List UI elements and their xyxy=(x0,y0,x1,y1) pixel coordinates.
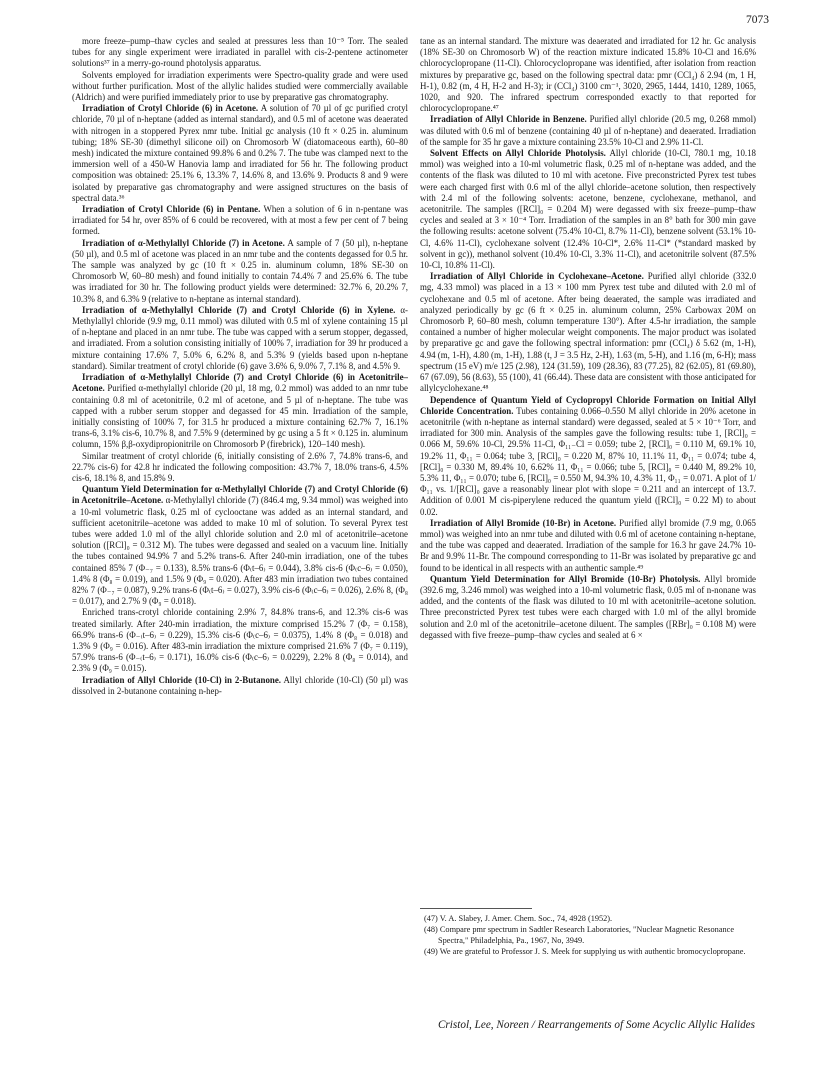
paragraph-text: α-Methylallyl chloride (9.9 mg, 0.11 mmol) was diluted with 0.5 ml of xylene containing 15 µl of n-heptane and placed in an nmr tube. The tube was capped with a serum stopper, degassed, and irradiated. From a solution consisting initially of 100% 7, irradiation for 39 hr produced a mixture containing 17.6% 7, 5.0% 6, 6.2% 8, and 5.3% 9 (yields based upon n-heptane standard). Similar treatment of crotyl chloride (6) gave 3.6% 6, 9.0% 7, 7.1% 8, and 4.5% 9. xyxy=(72,304,408,371)
paragraph-text: Purified allyl chloride (332.0 mg, 4.33 mmol) was placed in a 13 × 100 mm Pyrex test tube and diluted with 2.0 ml of cyclohexane and 0.5 ml of acetone. After being deaerated, the sample was irradiated and analyzed periodically by gc (6 ft × 0.25 in. aluminum column, 25% Carbowax 20M on Chromosorb P, 60–80 mesh, column temperature 130°). After 4.5-hr irradiation, the sample contained a number of higher molecular weight components. The major product was isolated by preparative gc and gave the following spectral information: pmr (CCl₄) δ 5.62 (m, 1-H), 4.94 (m, 1-H), 4.80 (m, 1-H), 1.88 (t, J = 3.5 Hz, 2-H), 1.63 (m, 5-H), and 1.16 (m, 6-H); mass spectrum (15 eV) m/e 125 (2.98), 124 (31.59), 109 (28.36), 83 (77.25), 82 (62.05), 81 (69.80), 67 (67.09), 56 (8.63), 55 (100), 41 (66.44). These data are consistent with those anticipated for allylcyclohexane.⁴⁸ xyxy=(420,271,757,394)
paragraph-text: Similar treatment of crotyl chloride (6, initially consisting of 2.6% 7, 74.8% trans-6, and 22.7% cis-6) for 42.8 hr indicated the following composition: 43.7% 7, 18.0% trans-6, 4.5% cis-6, 18.1% 8, and 15.8% 9. xyxy=(72,450,408,483)
paragraph-text: Enriched trans-crotyl chloride containing 2.9% 7, 84.8% trans-6, and 12.3% cis-6 was treated similarly. After 240-min irradiation, the mixture comprised 15.2% 7 (Φ₇ = 0.158), 66.9% trans-6 (Φ₋₍t–6₎ = 0.229), 15.3% cis-6 (Φ₍c–6₎ = 0.0375), 1.4% 8 (Φ₈ = 0.018) and 1.3% 9 (Φ₉ = 0.016). After 483-min irradiation the mixture comprised 21.6% 7 (Φ₇ = 0.119), 57.9% trans-6 (Φ₋₍t–6₎ = 0.171), 16.0% cis-6 (Φ₍c–6₎ = 0.0229), 2.2% 8 (Φ₈ = 0.014), and 2.3% 9 (Φ₉ = 0.015). xyxy=(72,607,408,674)
section-heading: Irradiation of Crotyl Chloride (6) in Acetone. xyxy=(82,103,259,114)
paragraph xyxy=(420,574,756,641)
paragraph xyxy=(72,103,408,204)
section-heading: Irradiation of Allyl Chloride in Benzene. xyxy=(430,114,587,125)
paragraph xyxy=(72,305,408,372)
paragraph-text: Purified allyl chloride (20.5 mg, 0.268 mmol) was diluted with 0.6 ml of benzene (containing 40 µl of n-heptane) and deaerated. Irradiation of the sample for 35 hr gave a mixture containing 23.5% 10-Cl and 2.9% 11-Cl. xyxy=(420,114,757,147)
paragraph-text: Purified α-methylallyl chloride (20 µl, 18 mg, 0.2 mmol) was added to an nmr tube containing 0.8 ml of acetonitrile, 0.2 ml of acetone, and 5 µl of n-heptane. The tube was capped with a rubber serum stopper and degassed for 45 min. Irradiation of the sample, initially consisting of 100% 7, for 31.5 hr produced a mixture containing 62.7% 7, 16.1% trans-6, 3.1% cis-6, 10.7% 8, and 7.5% 9 (determined by gc using a 5 ft × 0.125 in. aluminum column, 15% β,β-oxydipropionitrile on Chromosorb P (firebrick), 120–140 mesh). xyxy=(72,383,408,450)
paragraph-text: α-Methylallyl chloride (7) (846.4 mg, 9.34 mmol) was weighed into a 10-ml volumetric flask, 0.25 ml of cyclooctane was added as an internal standard, and sufficient acetonitrile–acetone was added to make 10 ml of solution. To several Pyrex test tubes were added 1.0 ml of the allyl chloride solution and 2.0 ml of acetonitrile–acetone solution ([RCl]₀ = 0.312 M). The tubes were degassed and sealed on a vacuum line. Initially the tubes contained 94.9% 7 and 5.2% trans-6. After 240-min irradiation, one of the tubes contained 85% 7 (Φ₋₇ = 0.133), 8.5% trans-6 (Φ₍t–6₎ = 0.044), 3.8% cis-6 (Φ₍c–6₎ = 0.050), 1.4% 8 (Φ₈ = 0.019), and 1.5% 9 (Φ₉ = 0.020). After 483 min irradiation two tubes contained 82% 7 (Φ₋₇ = 0.087), 9.2% trans-6 (Φ₍t–6₎ = 0.027), 3.9% cis-6 (Φ₍c–6₎ = 0.026), 2.6% 8, (Φ₈ = 0.017), and 2.7% 9 (Φ₉ = 0.018). xyxy=(72,495,408,607)
paragraph xyxy=(420,271,756,394)
paragraph xyxy=(72,675,408,697)
paragraph-text: Solvents employed for irradiation experiments were Spectro-quality grade and were used without further purification. Most of the allylic halides studied were commercially available (Aldrich) and were purified immediately prior to use by preparative gas chromatography. xyxy=(72,69,408,103)
section-heading: Solvent Effects on Allyl Chloride Photolysis. xyxy=(430,148,606,159)
paragraph-text: Purified allyl bromide (7.9 mg, 0.065 mmol) was weighed into an nmr tube and diluted with 0.6 ml of acetone containing n-heptane, and the tube was capped and deaerated. Irradiation of the sample for 16.3 hr gave 24.7% 10-Br and 9.9% 11-Br. The compound corresponding to 11-Br was isolated by preparative gc and found to be identical in all respects with an authentic sample.⁴⁹ xyxy=(420,517,756,573)
page-number: 7073 xyxy=(746,14,769,26)
paragraph xyxy=(72,372,408,450)
paragraph xyxy=(72,70,408,104)
section-heading: Quantum Yield Determination for α-Methylallyl Chloride (7) and Crotyl Chloride (6) in Acetonitrile–Acetone. xyxy=(72,484,408,506)
section-heading: Dependence of Quantum Yield of Cyclopropyl Chloride Formation on Initial Allyl Chloride Concentration. xyxy=(420,394,756,416)
section-heading: Irradiation of Allyl Chloride (10-Cl) in 2-Butanone. xyxy=(82,674,282,685)
section-heading: Irradiation of α-Methylallyl Chloride (7) and Crotyl Chloride (6) in Acetonitrile–Acetone. xyxy=(72,372,408,394)
left-column xyxy=(72,36,408,697)
paragraph xyxy=(72,484,408,607)
section-heading: Irradiation of Crotyl Chloride (6) in Pentane. xyxy=(82,204,261,215)
reference-item: (48) Compare pmr spectrum in Sadtler Research Laboratories, "Nuclear Magnetic Resonance Spectra," Philadelphia, Pa., 1967, No, 3949. xyxy=(424,925,735,945)
section-heading: Irradiation of α-Methylallyl Chloride (7) and Crotyl Chloride (6) in Xylene. xyxy=(82,304,396,315)
paragraph-text: Tubes containing 0.066–0.550 M allyl chloride in 20% acetone in acetonitrile (with n-heptane as internal standard) were degassed, sealed at 5 × 10⁻⁶ Torr, and irradiated for 300 min. Analysis of the samples gave the following results: tube 1, [RCl]₀ = 0.066 M, 59.6% 10-Cl, 29.5% 11-Cl, Φ₁₁₋Cl = 0.059; tube 2, [RCl]₀ = 0.110 M, 69.1% 10, 19.2% 11, Φ₁₁ = 0.064; tube 3, [RCl]₀ = 0.220 M, 87% 10, 11.1% 11, Φ₁₁ = 0.074; tube 4, [RCl]₀ = 0.330 M, 89.4% 10, 6.62% 11, Φ₁₁ = 0.066; tube 5, [RCl]₀ = 0.440 M, 89.2% 10, 5.3% 11, Φ₁₁ = 0.070; tube 6, [RCl]₀ = 0.550 M, 94.3% 10, 4.3% 11, Φ₁₁ = 0.071. A plot of 1/Φ₁₁ vs. 1/[RCl]₀ gave a reasonably linear plot with slope = 0.211 and an intercept of 13.7. Addition of 0.001 M cis-piperylene reduced the quantum yield ([RCl]₀ = 0.22 M) to about 0.02. xyxy=(420,405,756,517)
section-heading: Irradiation of Allyl Bromide (10-Br) in Acetone. xyxy=(430,517,617,528)
paragraph xyxy=(72,204,408,238)
paragraph-text: Allyl chloride (10-Cl, 780.1 mg, 10.18 mmol) was weighed into a 10-ml volumetric flask, 0.25 ml of n-heptane was added, and the contents of the flask was diluted to 10 ml with acetone. Five preconstricted Pyrex test tubes were each charged first with 0.6 ml of the allyl chloride–acetone solution, then respectively with 2.4 ml of the following solvents: acetone, benzene, cyclohexane, methanol, and acetonitrile. The samples ([RCl]₀ = 0.204 M) were degassed with six freeze–pump–thaw cycles and sealed at 3 × 10⁻⁴ Torr. Irradiation of the samples in an 8° bath for 300 min gave the following results: acetone solvent (75.4% 10-Cl, 8.7% 11-Cl), benzene solvent (53.1% 10-Cl, 4.6% 11-Cl), cyclohexane solvent (12.4% 10-Cl*, 2.6% 11-Cl* (*standard masked by solvent in gc)), methanol solvent (10.4% 10-Cl, 3.3% 11-Cl), and acetonitrile solvent (87.5% 10-Cl, 10.8% 11-Cl). xyxy=(420,148,756,271)
paragraph xyxy=(72,238,408,305)
paragraph xyxy=(72,607,408,674)
paragraph-text: tane as an internal standard. The mixture was deaerated and irradiated for 12 hr. Gc analysis (18% SE-30 on Chromosorb W) of the reaction mixture indicated 15.8% 10-Cl and 16.6% chlorocyclopropane (11-Cl). Chlorocyclopropane was identified, after isolation from reaction mixtures by preparative gc, based on the following spectral data: pmr (CCl₄) δ 2.94 (m, 1 H, H-1), 0.82 (m, 4 H, H-2 and H-3); ir (CCl₄) 3100 cm⁻¹, 3020, 2965, 1444, 1410, 1289, 1065, 1020, and 920. The infrared spectrum corresponded exactly to that reported for chlorocyclopropane.⁴⁷ xyxy=(420,36,756,114)
right-column xyxy=(420,36,756,641)
paragraph xyxy=(420,395,756,518)
section-heading: Quantum Yield Determination for Allyl Bromide (10-Br) Photolysis. xyxy=(430,573,701,584)
paragraph xyxy=(420,36,756,114)
paragraph xyxy=(72,451,408,485)
paragraph-text: more freeze–pump–thaw cycles and sealed at pressures less than 10⁻⁵ Torr. The sealed tubes for any single experiment were irradiated in parallel with cis-2-pentene actinometer solutions³⁷ in a merry-go-round photolysis apparatus. xyxy=(72,36,408,69)
paragraph-text: A sample of 7 (50 µl), n-heptane (50 µl), and 0.5 ml of acetone was placed in an nmr tube and the contents degassed for 0.5 hr. The sample was analyzed by gc (10 ft × 0.25 in. aluminum column, 18% SE-30 on Chromosorb W, 60–80 mesh) and found initially to contain 74.4% 7 and 25.6% 6. The tube was irradiated for 30 hr. The following product yields were determined: 32.7% 6, 20.2% 7, 10.3% 8, and 6.3% 9 (relative to n-heptane as internal standard). xyxy=(72,237,409,304)
section-heading: Irradiation of Allyl Chloride in Cyclohexane–Acetone. xyxy=(430,271,644,282)
paragraph xyxy=(420,518,756,574)
paragraph-text: Allyl chloride (10-Cl) (50 µl) was dissolved in 2-butanone containing n-hep- xyxy=(72,674,408,696)
paragraph xyxy=(72,36,408,70)
reference-item: (47) V. A. Slabey, J. Amer. Chem. Soc., 74, 4928 (1952). xyxy=(424,914,613,923)
footnote-rule xyxy=(420,908,532,909)
paragraph xyxy=(420,148,756,271)
paragraph-text: Allyl bromide (392.6 mg, 3.246 mmol) was weighed into a 10-ml volumetric flask, 0.05 ml of n-nonane was added, and the contents of the flask was diluted to 10 ml with acetonitrile–acetone solution. Three preconstricted Pyrex test tubes were each charged with 1.0 ml of the allyl bromide solution and 2.0 ml of the acetonitrile–acetone diluent. The samples ([RBr]₀ = 0.108 M) were degassed with five freeze–pump–thaw cycles and sealed at 6 × xyxy=(420,573,756,640)
paragraph-text: A solution of 70 µl of gc purified crotyl chloride, 70 µl of n-heptane (added as internal standard), and 0.5 ml of acetone was deaerated with nitrogen in a stoppered Pyrex nmr tube. Initial gc analysis (10 ft × 0.25 in. aluminum tubing; 18% SE-30 (dimethyl silicone oil) on Chromosorb W (diatomaceous earth), 60–80 mesh) indicated the mixture contained 99.8% 6 and 0.2% 7. The tube was clamped next to the immersion well of a 450-W Hanovia lamp and irradiated for 56 hr. The following product composition was obtained: 25.1% 6, 13.3% 7, 14.6% 8, and 13.6% 9. Products 8 and 9 were isolated by preparative gas chromatography and were assigned structures on the basis of spectral data.³⁶ xyxy=(72,103,408,203)
paragraph xyxy=(420,114,756,148)
section-heading: Irradiation of α-Methylallyl Chloride (7) in Acetone. xyxy=(82,237,285,248)
running-title-footer: Cristol, Lee, Noreen / Rearrangements of Some Acyclic Allylic Halides xyxy=(437,1019,755,1031)
references xyxy=(420,908,756,959)
reference-item: (49) We are grateful to Professor J. S. Meek for supplying us with authentic bromocyclopropane. xyxy=(424,947,746,957)
paragraph-text: When a solution of 6 in n-pentane was irradiated for 54 hr, over 85% of 6 could be recovered, with at most a few per cent of 7 being formed. xyxy=(72,204,408,237)
